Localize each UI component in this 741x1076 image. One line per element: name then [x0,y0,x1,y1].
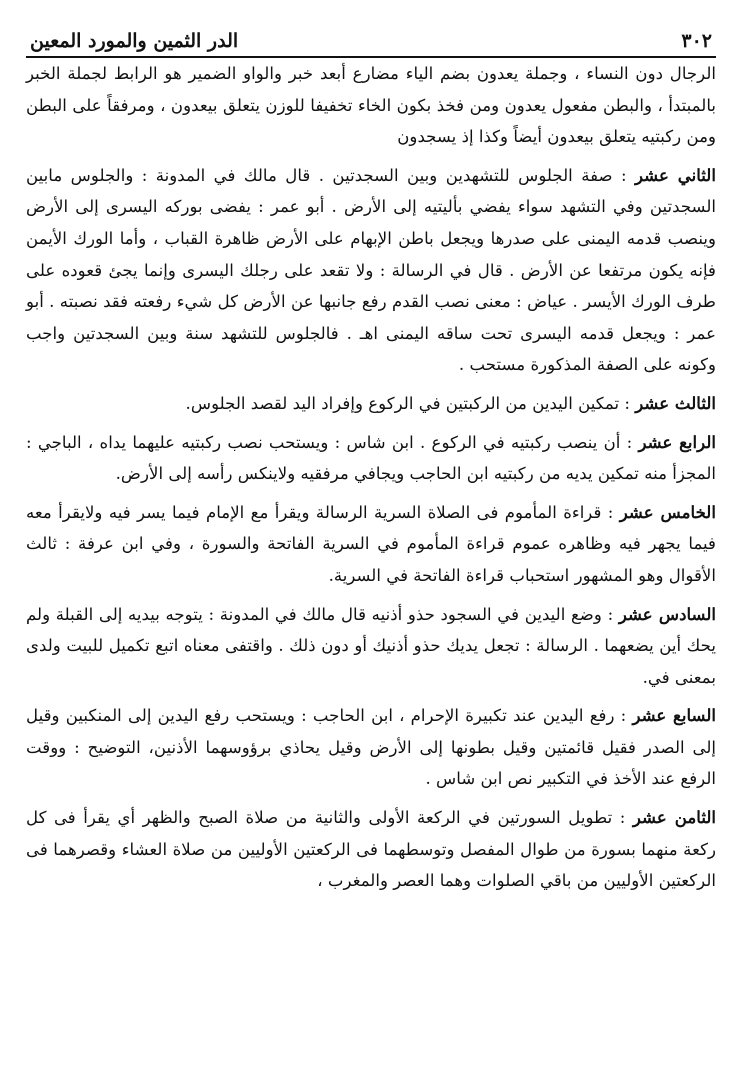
page-body [26,58,716,897]
paragraph-lead: الثامن عشر [632,807,716,828]
paragraph-text: : وضع اليدين في السجود حذو أذنيه قال مالك في المدونة : يتوجه بيديه إلى القبلة ولم يحك أين يضعهما . الرسالة : تجعل يديك حذو أذنيك أو دون ذلك . واقتفى معناه اتبع تكميل للبيت ولدى بمعنى في. [26,604,716,687]
running-header [26,24,716,58]
paragraph-lead: الثالث عشر [635,392,716,413]
paragraph-eighteenth [26,802,716,897]
paragraph-text: : تطويل السورتين في الركعة الأولى والثانية من صلاة الصبح والظهر أي يقرأ فى كل ركعة منهما بسورة من طوال المفصل وتوسطهما فى الركعتين الأوليين من صلاة العشاء وقصرهما فى الركعتين الأوليين من باقي الصلوات وهما العصر والمغرب ، [26,808,716,891]
paragraph-thirteenth [26,388,716,420]
paragraph-lead: السادس عشر [618,603,716,624]
paragraph-lead: الرابع عشر [638,431,716,452]
paragraph-text: الرجال دون النساء ، وجملة يعدون بضم الياء مضارع أبعد خبر والواو الضمير هو الرابط لجملة الخبر بالمبتدأ ، والبطن مفعول يعدون ومن فخذ بكون الخاء تخفيفا للوزن يتعلق بيعدون ، ومرفقاً على البطن ومن ركبتيه يتعلق بيعدون أيضاً وكذا إذ يسجدون [26,64,716,147]
paragraph-fifteenth [26,497,716,592]
page [26,24,716,897]
paragraph-lead: الخامس عشر [619,501,716,522]
paragraph-seventeenth [26,700,716,795]
page-number: ٣٠٢ [681,30,712,52]
paragraph-text: : رفع اليدين عند تكبيرة الإحرام ، ابن الحاجب : ويستحب رفع اليدين إلى المنكبين وقيل إلى الصدر فقيل قائمتين وقيل بطونها إلى الأرض وقيل يحاذي برؤوسهما الأذنين، التوضيح : ووقت الرفع عند الأخذ في التكبير نص ابن شاس . [26,706,716,789]
paragraph-text: : تمكين اليدين من الركبتين في الركوع وإفراد اليد لقصد الجلوس. [185,393,636,413]
paragraph-twelfth [26,160,716,381]
paragraph-text: : صفة الجلوس للتشهدين وبين السجدتين . قال مالك في المدونة : والجلوس مابين السجدتين وفي التشهد سواء يفضي بأليتيه إلى الأرض . أبو عمر : يفضى بوركه اليسرى إلى الأرض وينصب قدمه اليمنى على صدرها ويجعل باطن الإبهام على الأرض ظاهرة القباب ، وأما الورك الأيمن فإنه يكون مرتفعا عن الأرض . قال في الرسالة : ولا تقعد على رجلك اليسرى وإنما يجئ قعوده على طرف الورك الأيسر . عياض : معنى نصب القدم رفع جانبها عن الأرض كل شيء رفعته فقد نصبته . أبو عمر : ويجعل قدمه اليسرى تحت ساقه اليمنى اهـ . فالجلوس للتشهد سنة وبين السجدتين واجب وكونه على الصفة المذكورة مستحب . [26,165,716,375]
paragraph-continuation [26,58,716,153]
paragraph-sixteenth [26,599,716,694]
paragraph-fourteenth [26,427,716,490]
paragraph-lead: السابع عشر [632,705,716,726]
paragraph-text: : قراءة المأموم فى الصلاة السرية الرسالة ويقرأ مع الإمام فيما يسر فيه ولايقرأ معه فيما يجهر فيه وظاهره عموم قراءة المأموم في السرية الفاتحة والسورة ، وفي ابن عرفة : ثالث الأقوال وهو المشهور استحباب قراءة الفاتحة في السرية. [26,502,716,585]
paragraph-text: : أن ينصب ركبتيه في الركوع . ابن شاس : ويستحب نصب ركبتيه عليهما يداه ، الباجي : المجزأ منه تمكين يديه من ركبتيه ابن الحاجب ويجافي مرفقيه ولاينكس رأسه إلى الأرض. [26,432,716,484]
paragraph-lead: الثاني عشر [635,164,716,185]
book-title: الدر الثمين والمورد المعين [30,30,239,52]
